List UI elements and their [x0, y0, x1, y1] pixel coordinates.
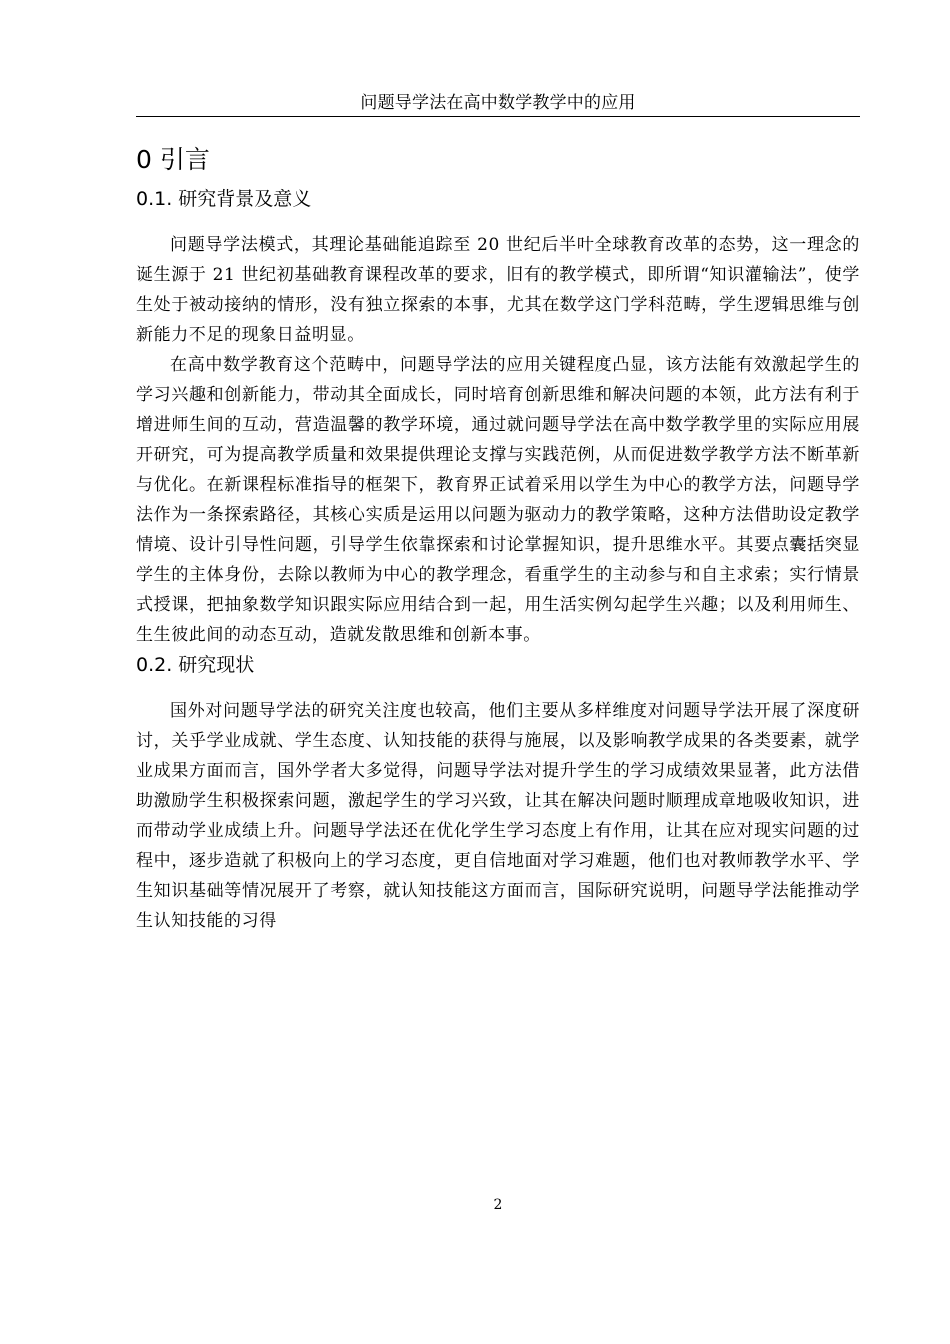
paragraph: 在高中数学教育这个范畴中，问题导学法的应用关键程度凸显，该方法能有效激起学生的学习兴趣和创新能力，带动其全面成长，同时培育创新思维和解决问题的本领，此方法有利于增进师生间的互动，营造温馨的教学环境，通过就问题导学法在高中数学教学里的实际应用展开研究，可为提高教学质量和效果提供理论支撑与实践范例，从而促进数学教学方法不断革新与优化。在新课程标准指导的框架下，教育界正试着采用以学生为中心的教学方法，问题导学法作为一条探索路径，其核心实质是运用以问题为驱动力的教学策略，这种方法借助设定教学情境、设计引导性问题，引导学生依靠探索和讨论掌握知识，提升思维水平。其要点囊括突显学生的主体身份，去除以教师为中心的教学理念，看重学生的主动参与和自主求索；实行情景式授课，把抽象数学知识跟实际应用结合到一起，用生活实例勾起学生兴趣；以及利用师生、生生彼此间的动态互动，造就发散思维和创新本事。: [136, 355, 860, 645]
section-body-status: [136, 696, 860, 936]
page-number: 2: [493, 1197, 503, 1213]
section-title-status: 0.2. 研究现状: [136, 654, 255, 676]
paragraph: 国外对问题导学法的研究关注度也较高，他们主要从多样维度对问题导学法开展了深度研讨，关乎学业成就、学生态度、认知技能的获得与施展，以及影响教学成果的各类要素，就学业成果方面而言，国外学者大多觉得，问题导学法对提升学生的学习成绩效果显著，此方法借助激励学生积极探索问题，激起学生的学习兴致，让其在解决问题时顺理成章地吸收知识，进而带动学业成绩上升。问题导学法还在优化学生学习态度上有作用，让其在应对现实问题的过程中，逐步造就了积极向上的学习态度，更自信地面对学习难题，他们也对教师教学水平、学生知识基础等情况展开了考察，就认知技能这方面而言，国际研究说明，问题导学法能推动学生认知技能的习得: [136, 701, 860, 931]
chapter-title: 0 引言: [136, 145, 210, 174]
header-divider: [136, 116, 860, 117]
page-content: [136, 140, 860, 936]
section-title-background: 0.1. 研究背景及意义: [136, 188, 312, 210]
running-header: 问题导学法在高中数学教学中的应用: [360, 93, 636, 113]
paragraph: 问题导学法模式，其理论基础能追踪至 20 世纪后半叶全球教育改革的态势，这一理念的诞生源于 21 世纪初基础教育课程改革的要求，旧有的教学模式，即所谓“知识灌输法”，使学生处于被动接纳的情形，没有独立探索的本事，尤其在数学这门学科范畴，学生逻辑思维与创新能力不足的现象日益明显。: [136, 235, 860, 345]
section-body-background: [136, 230, 860, 650]
